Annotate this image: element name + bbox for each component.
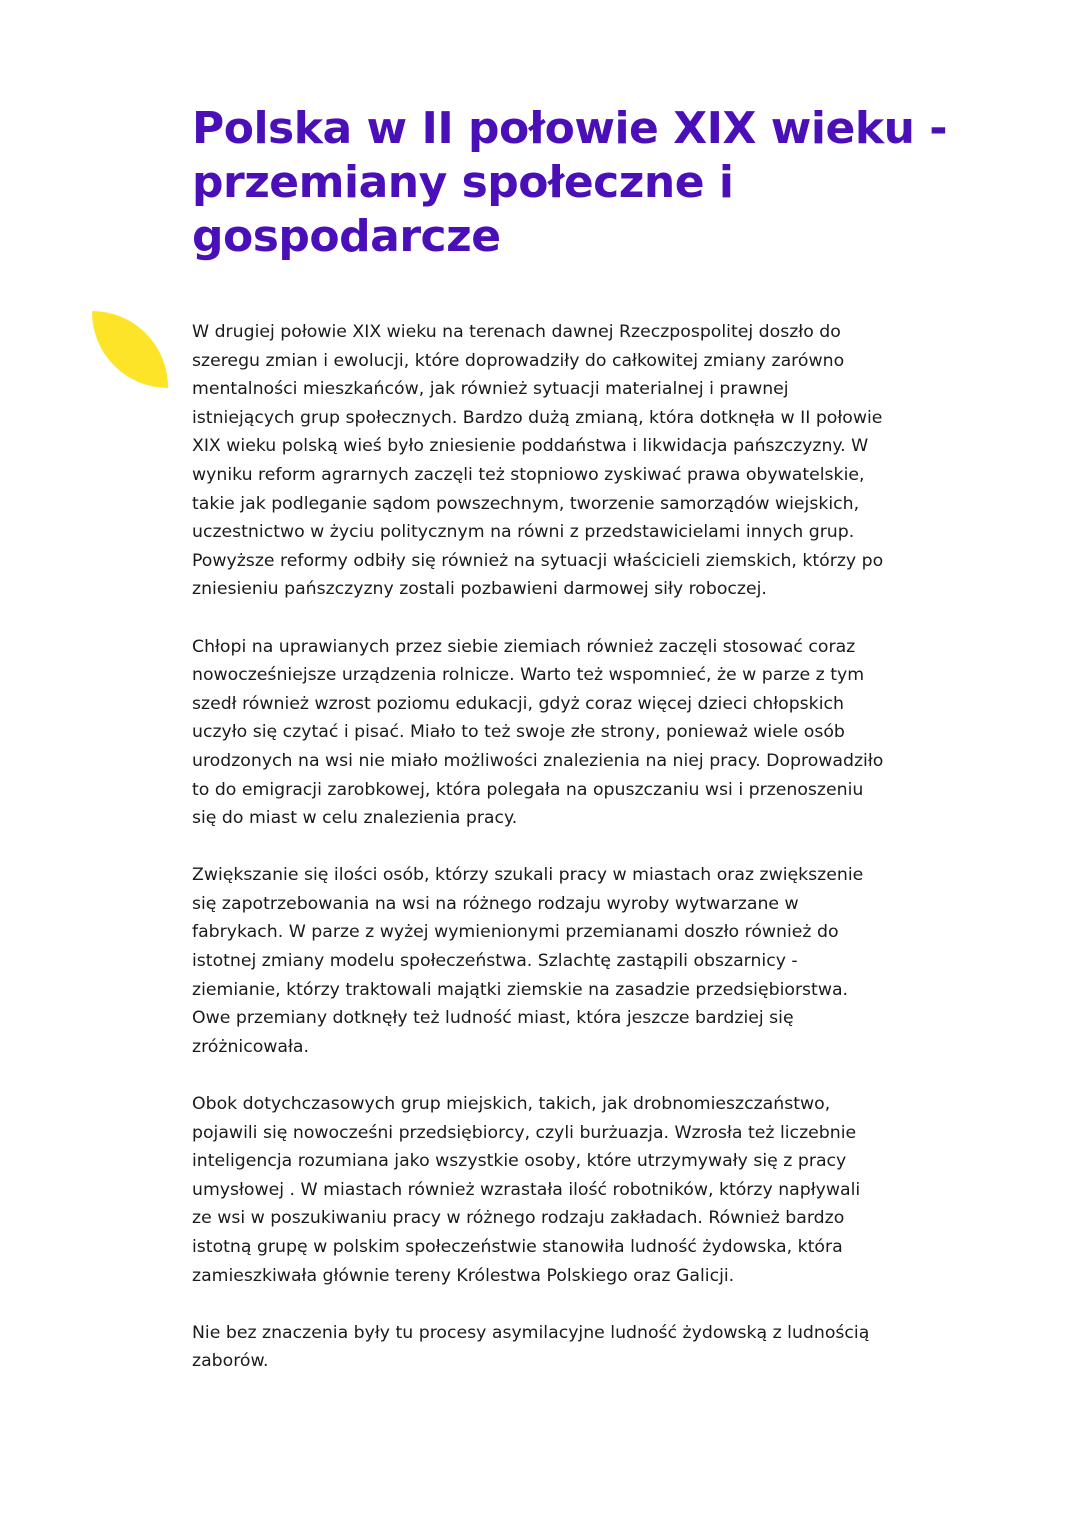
paragraph-line: urodzonych na wsi nie miało możliwości znalezienia na niej pracy. Doprowadziło: [192, 750, 884, 771]
paragraph-line: Nie bez znaczenia były tu procesy asymilacyjne ludność żydowską z ludnością: [192, 1322, 870, 1343]
title-line: przemiany społeczne i: [192, 157, 734, 208]
paragraph-line: Owe przemiany dotknęły też ludność miast, która jeszcze bardziej się: [192, 1008, 794, 1029]
paragraph-line: ze wsi w poszukiwaniu pracy w różnego rodzaju zakładach. Również bardzo: [192, 1208, 845, 1229]
paragraph-line: zróżnicowała.: [192, 1036, 309, 1057]
paragraph-line: istotną grupę w polskim społeczeństwie stanowiła ludność żydowska, która: [192, 1237, 843, 1257]
paragraph-line: mentalności mieszkańców, jak również sytuacji materialnej i prawnej: [192, 379, 789, 400]
paragraph: [192, 861, 992, 1061]
title-line: gospodarcze: [192, 211, 501, 262]
body-text: [192, 318, 992, 1405]
paragraph-line: uczyło się czytać i pisać. Miało to też swoje złe strony, ponieważ wiele osób: [192, 722, 845, 743]
paragraph: [192, 1090, 992, 1290]
paragraph-line: Zwiększanie się ilości osób, którzy szukali pracy w miastach oraz zwiększenie: [192, 865, 864, 886]
paragraph-line: istotnej zmiany modelu społeczeństwa. Szlachtę zastąpili obszarnicy -: [192, 951, 798, 972]
paragraph: [192, 318, 992, 604]
paragraph-line: uczestnictwo w życiu politycznym na równi z przedstawicielami innych grup.: [192, 522, 855, 543]
paragraph: [192, 1319, 992, 1376]
paragraph-line: inteligencja rozumiana jako wszystkie osoby, które utrzymywały się z pracy: [192, 1151, 847, 1172]
paragraph-line: takie jak podleganie sądom powszechnym, tworzenie samorządów wiejskich,: [192, 493, 860, 514]
paragraph-line: umysłowej . W miastach również wzrastała ilość robotników, którzy napływali: [192, 1179, 861, 1200]
paragraph-line: Chłopi na uprawianych przez siebie ziemiach również zaczęli stosować coraz: [192, 636, 856, 657]
paragraph-line: szeregu zmian i ewolucji, które doprowadziły do całkowitej zmiany zarówno: [192, 350, 845, 371]
paragraph-line: się zapotrzebowania na wsi na różnego rodzaju wyroby wytwarzane w: [192, 893, 799, 914]
paragraph-line: wyniku reform agrarnych zaczęli też stopniowo zyskiwać prawa obywatelskie,: [192, 464, 865, 485]
paragraph-line: fabrykach. W parze z wyżej wymienionymi przemianami doszło również do: [192, 922, 839, 943]
paragraph-line: istniejących grup społecznych. Bardzo dużą zmianą, która dotknęła w II połowie: [192, 407, 883, 428]
paragraph-line: Powyższe reformy odbiły się również na sytuacji właścicieli ziemskich, którzy po: [192, 550, 884, 571]
yellow-leaf-decoration: [92, 311, 168, 388]
paragraph-line: Obok dotychczasowych grup miejskich, takich, jak drobnomieszczaństwo,: [192, 1094, 831, 1115]
paragraph-line: zamieszkiwała głównie tereny Królestwa Polskiego oraz Galicji.: [192, 1265, 735, 1286]
paragraph-line: zniesieniu pańszczyzny zostali pozbawieni darmowej siły roboczej.: [192, 579, 767, 600]
paragraph-line: to do emigracji zarobkowej, która polegała na opuszczaniu wsi i przenoszeniu: [192, 779, 864, 800]
paragraph-line: XIX wieku polską wieś było zniesienie poddaństwa i likwidacja pańszczyzny. W: [192, 436, 869, 457]
paragraph-line: szedł również wzrost poziomu edukacji, gdyż coraz więcej dzieci chłopskich: [192, 693, 844, 714]
title-line: Polska w II połowie XIX wieku -: [192, 103, 947, 154]
page-title: [192, 102, 992, 264]
paragraph-line: W drugiej połowie XIX wieku na terenach dawnej Rzeczpospolitej doszło do: [192, 322, 841, 342]
paragraph-line: nowocześniejsze urządzenia rolnicze. Warto też wspomnieć, że w parze z tym: [192, 665, 865, 686]
paragraph-line: się do miast w celu znalezienia pracy.: [192, 808, 518, 829]
paragraph: [192, 633, 992, 833]
paragraph-line: pojawili się nowocześni przedsiębiorcy, czyli burżuazja. Wzrosła też liczebnie: [192, 1122, 857, 1143]
paragraph-line: ziemianie, którzy traktowali majątki ziemskie na zasadzie przedsiębiorstwa.: [192, 979, 849, 1000]
paragraph-line: zaborów.: [192, 1351, 269, 1372]
